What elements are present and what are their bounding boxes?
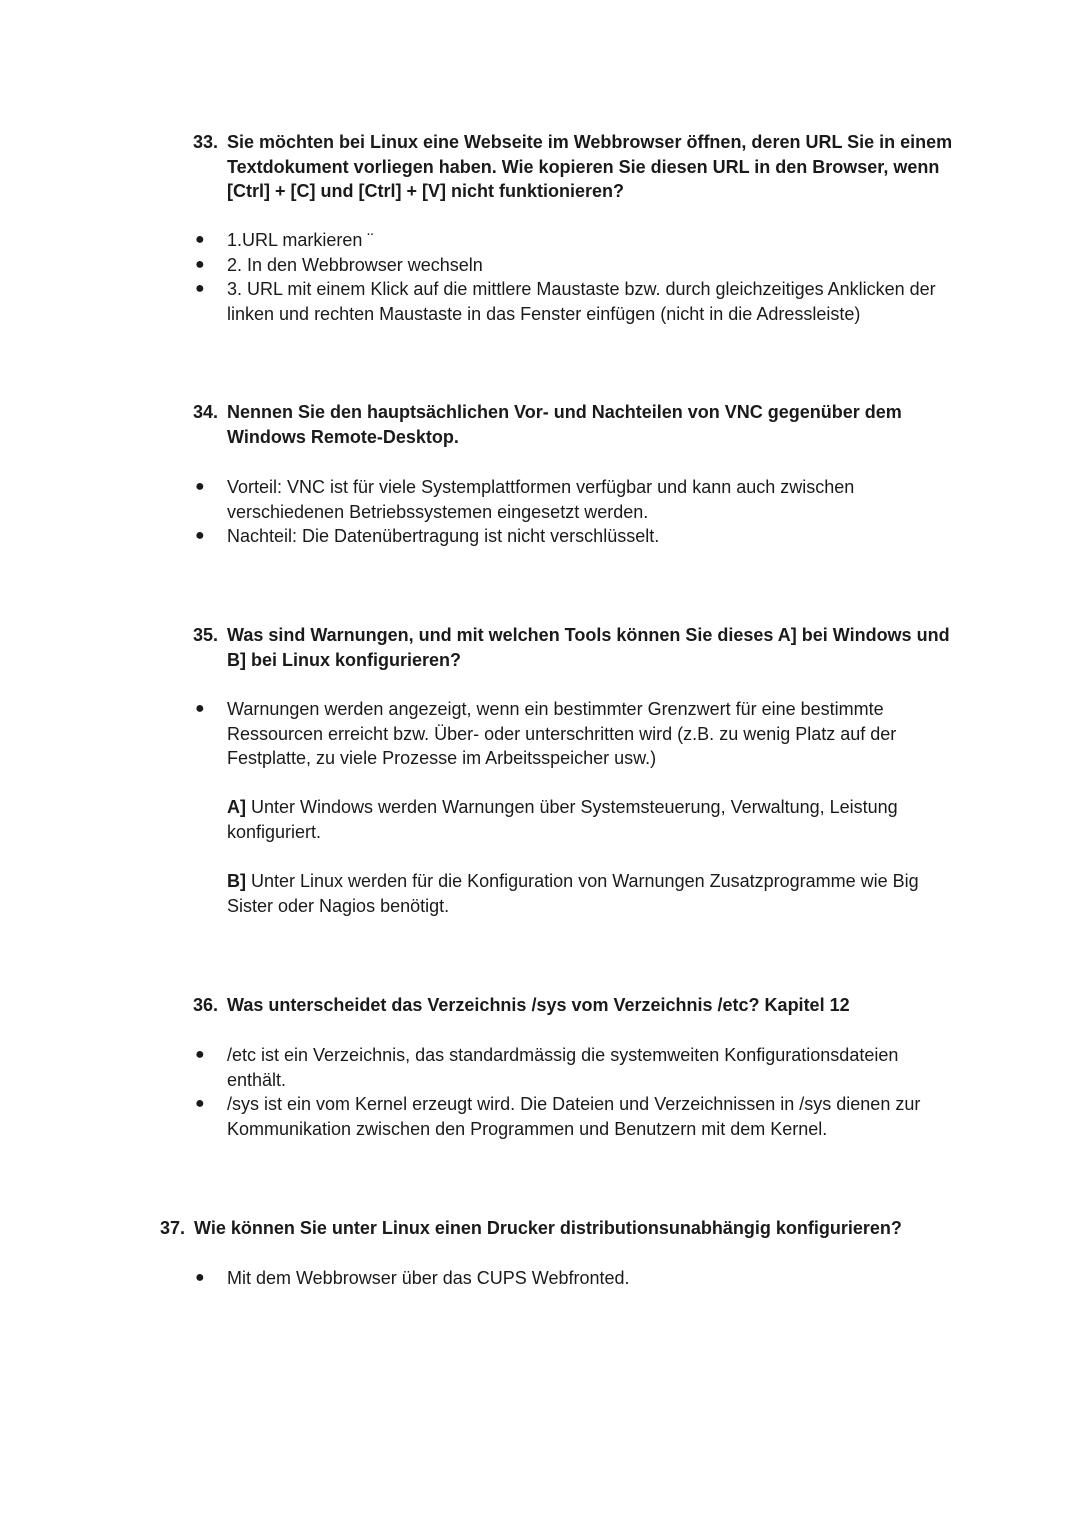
paragraph-label: B] <box>227 871 246 891</box>
question-text: Nennen Sie den hauptsächlichen Vor- und Nachteilen von VNC gegenüber dem Windows Remote-Desktop. <box>227 402 902 447</box>
answer-list-36 <box>195 1043 937 1141</box>
list-item-text: 3. URL mit einem Klick auf die mittlere Maustaste bzw. durch gleichzeitiges Anklicken der linken und rechten Maustaste in das Fenster einfügen (nicht in die Adressleiste) <box>227 279 936 324</box>
question-number: 34. <box>193 402 219 422</box>
list-item-text: 2. In den Webbrowser wechseln <box>227 254 483 275</box>
paragraph-text: Unter Windows werden Warnungen über Systemsteuerung, Verwaltung, Leistung konfiguriert. <box>227 797 898 842</box>
list-item <box>195 228 962 253</box>
answer-list-37 <box>195 1266 927 1291</box>
bullet-icon: ● <box>195 231 205 248</box>
answer-list-34 <box>195 475 907 549</box>
bullet-icon: ● <box>195 700 205 717</box>
paragraph-text: Unter Linux werden für die Konfiguration von Warnungen Zusatzprogramme wie Big Sister oder Nagios benötigt. <box>227 871 919 916</box>
bullet-icon: ● <box>195 1269 205 1286</box>
question-text: Wie können Sie unter Linux einen Drucker distributionsunabhängig konfigurieren? <box>194 1218 902 1238</box>
bullet-icon: ● <box>195 255 205 273</box>
bullet-icon: ● <box>195 478 205 495</box>
question-36 <box>193 993 927 1018</box>
list-item-text: 1.URL markieren ¨ <box>227 230 374 250</box>
answer-list-33 <box>195 228 962 326</box>
question-number: 33. <box>193 132 219 152</box>
list-item <box>195 475 907 524</box>
bullet-icon: ● <box>195 1046 205 1063</box>
list-item-text: Vorteil: VNC ist für viele Systemplattformen verfügbar und kann auch zwischen verschiedenen Betriebssystemen eingesetzt werden. <box>227 477 855 522</box>
question-text: Was sind Warnungen, und mit welchen Tools können Sie dieses A] bei Windows und B] bei Linux konfigurieren? <box>227 625 950 670</box>
list-item <box>195 1266 927 1291</box>
question-37 <box>160 1216 974 1241</box>
bullet-icon: ● <box>195 527 205 544</box>
question-number: 36. <box>193 995 219 1015</box>
list-item <box>195 524 907 549</box>
question-number: 37. <box>160 1218 186 1238</box>
question-text: Sie möchten bei Linux eine Webseite im Webbrowser öffnen, deren URL Sie in einem Textdokument vorliegen haben. Wie kopieren Sie diesen URL in den Browser, wenn [Ctrl] + [C] und [Ctrl] + [V] nicht funktionieren? <box>227 132 953 201</box>
question-number: 35. <box>193 625 219 645</box>
question-35 <box>193 623 962 672</box>
list-item-text: Nachteil: Die Datenübertragung ist nicht verschlüsselt. <box>227 526 660 546</box>
question-34 <box>193 400 907 449</box>
list-item <box>195 277 962 326</box>
list-item <box>195 253 962 278</box>
question-text: Was unterscheidet das Verzeichnis /sys vom Verzeichnis /etc? Kapitel 12 <box>227 995 850 1015</box>
list-item-text: Mit dem Webbrowser über das CUPS Webfronted. <box>227 1268 630 1288</box>
bullet-icon: ● <box>195 1095 205 1112</box>
list-item <box>195 1092 937 1141</box>
list-item <box>195 697 927 771</box>
answer-paragraph-a <box>227 795 927 844</box>
list-item-text: /etc ist ein Verzeichnis, das standardmässig die systemweiten Konfigurationsdateien enthält. <box>227 1045 899 1090</box>
list-item-text: Warnungen werden angezeigt, wenn ein bestimmter Grenzwert für eine bestimmte Ressourcen erreicht bzw. Über- oder unterschritten wird (z.B. zu wenig Platz auf der Festplatte, zu viele Prozesse im Arbeitsspeicher usw.) <box>227 699 897 768</box>
bullet-icon: ● <box>195 280 205 297</box>
answer-paragraph-b <box>227 869 947 918</box>
list-item <box>195 1043 937 1092</box>
question-33 <box>193 130 957 204</box>
answer-list-35 <box>195 697 927 771</box>
list-item-text: /sys ist ein vom Kernel erzeugt wird. Die Dateien und Verzeichnissen in /sys dienen zur Kommunikation zwischen den Programmen und Benutzern mit dem Kernel. <box>227 1094 921 1139</box>
paragraph-label: A] <box>227 797 246 817</box>
